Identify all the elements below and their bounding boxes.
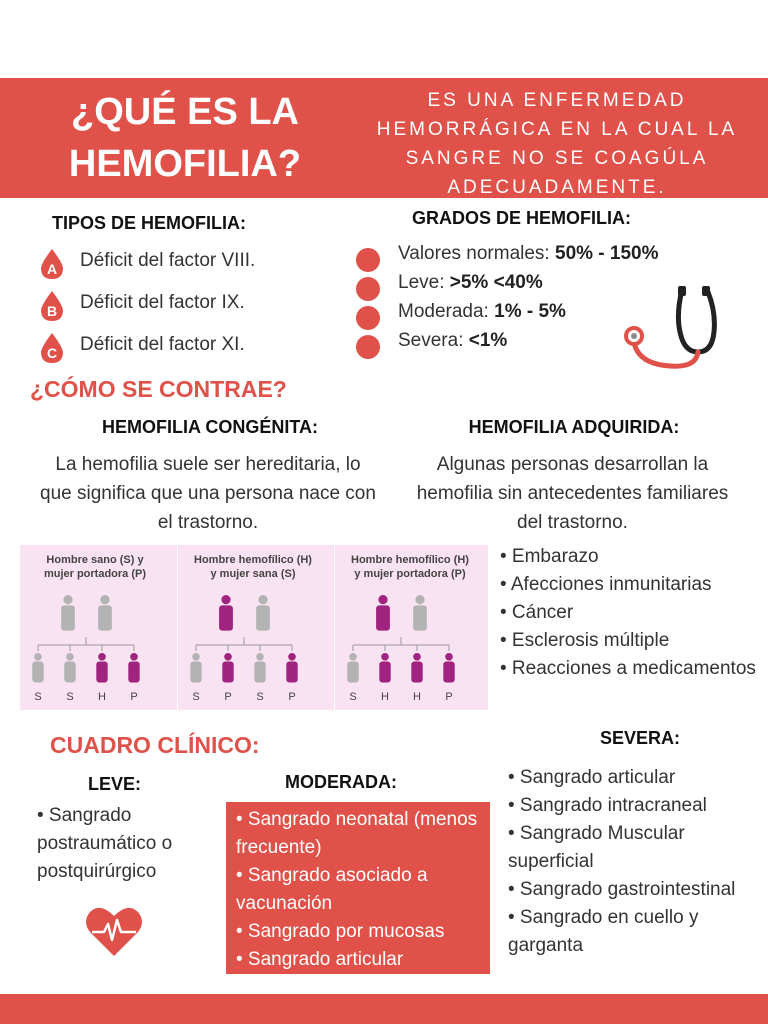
moderada-item: • Sangrado articular	[236, 949, 404, 970]
pedigree-title-line: y mujer portadora (P)	[354, 568, 466, 580]
pedigree-panel	[177, 545, 328, 710]
pedigree-child	[190, 653, 201, 682]
grado-value: 1% - 5%	[494, 301, 566, 322]
pedigree-figures	[335, 545, 485, 710]
pedigree-parent-mother	[256, 595, 270, 631]
pedigree-parent-mother	[413, 595, 427, 631]
clinico-heading: CUADRO CLÍNICO:	[50, 732, 260, 758]
grado-bullet-dot	[356, 335, 380, 359]
severa-list	[508, 764, 764, 960]
grado-label: Severa:	[398, 330, 469, 351]
pedigree-child	[64, 653, 75, 682]
pedigree-child	[32, 653, 43, 682]
grado-label: Leve:	[398, 272, 450, 293]
pedigree-title-line: y mujer sana (S)	[210, 568, 296, 580]
leve-heading: LEVE:	[88, 774, 142, 794]
pedigree-child-label: S	[256, 691, 264, 703]
moderada-item: • Sangrado por mucosas	[236, 921, 445, 942]
pedigree-child-label: S	[66, 691, 74, 703]
grado-value: <1%	[468, 330, 508, 351]
pedigree-panel	[20, 545, 170, 710]
pedigree-child-label: H	[413, 691, 421, 703]
severa-item: • Sangrado intracraneal	[508, 795, 707, 816]
grado-item	[398, 272, 543, 294]
leve-list	[37, 802, 217, 886]
causes-list	[500, 543, 762, 683]
severa-item: • Sangrado articular	[508, 767, 676, 788]
pedigree-title-line: Hombre sano (S) y	[46, 554, 144, 566]
pedigree-child-label: H	[381, 691, 389, 703]
grado-label: Moderada:	[398, 301, 495, 322]
grado-label: Valores normales:	[398, 243, 555, 264]
pedigree-parent-father	[61, 595, 75, 631]
pedigree-child-label: S	[34, 691, 42, 703]
tipo-item-text: Déficit del factor XI.	[80, 334, 245, 355]
severa-item: • Sangrado en cuello y garganta	[508, 907, 699, 956]
cause-item: • Esclerosis múltiple	[500, 630, 670, 651]
header-description: ES UNA ENFERMEDAD HEMORRÁGICA EN LA CUAL LA SANGRE NO SE COAGÚLA ADECUADAMENTE.	[376, 90, 738, 198]
grado-value: >5% <40%	[449, 272, 543, 293]
pedigree-panel	[334, 545, 485, 710]
pedigree-child	[222, 653, 233, 682]
grado-bullet-dot	[356, 306, 380, 330]
pedigree-figures	[178, 545, 328, 710]
pedigree-parent-father	[376, 595, 390, 631]
pedigree-child	[96, 653, 107, 682]
pedigree-child-label: H	[98, 691, 106, 703]
moderada-list	[236, 806, 484, 974]
contrae-heading: ¿CÓMO SE CONTRAE?	[30, 376, 287, 402]
congenita-heading: HEMOFILIA CONGÉNITA:	[102, 417, 318, 437]
severa-heading: SEVERA:	[600, 728, 681, 748]
cause-item: • Cáncer	[500, 602, 574, 623]
congenita-text: La hemofilia suele ser hereditaria, lo que significa que una persona nace con el trastorno.	[40, 454, 376, 533]
severa-item: • Sangrado gastrointestinal	[508, 879, 736, 900]
pedigree-child	[443, 653, 454, 682]
tipos-heading: TIPOS DE HEMOFILIA:	[52, 213, 247, 233]
pedigree-child-label: S	[349, 691, 357, 703]
pedigree-title-line: mujer portadora (P)	[43, 568, 147, 580]
blood-drop-icon	[38, 248, 66, 280]
heart-pulse-icon	[84, 904, 144, 958]
tipo-badge-letter: C	[46, 345, 58, 361]
tipo-item-text: Déficit del factor IX.	[80, 292, 245, 313]
pedigree-child	[286, 653, 297, 682]
grado-item	[398, 243, 659, 265]
moderada-item: • Sangrado neonatal (menos frecuente)	[236, 809, 478, 858]
pedigree-child-label: P	[130, 691, 138, 703]
moderada-item: • Sangrado asociado a vacunación	[236, 865, 428, 914]
stethoscope-icon	[618, 284, 718, 374]
pedigree-child	[411, 653, 422, 682]
cause-item: • Embarazo	[500, 546, 599, 567]
pedigree-title-line: Hombre hemofílico (H)	[351, 554, 469, 566]
cause-item: • Reacciones a medicamentos	[500, 658, 756, 679]
grado-item	[398, 301, 566, 323]
grado-bullet-dot	[356, 277, 380, 301]
tipo-badge-letter: A	[46, 261, 58, 277]
blood-drop-icon	[38, 332, 66, 364]
tipo-item-text: Déficit del factor VIII.	[80, 250, 256, 271]
pedigree-child-label: P	[224, 691, 232, 703]
pedigree-figures	[20, 545, 170, 710]
adquirida-heading: HEMOFILIA ADQUIRIDA:	[468, 417, 680, 437]
pedigree-parent-father	[219, 595, 233, 631]
pedigree-child-label: S	[192, 691, 200, 703]
pedigree-chart	[20, 545, 488, 710]
pedigree-child	[254, 653, 265, 682]
grado-item	[398, 330, 507, 352]
grados-heading: GRADOS DE HEMOFILIA:	[412, 208, 631, 228]
cause-item: • Afecciones inmunitarias	[500, 574, 712, 595]
pedigree-child	[379, 653, 390, 682]
pedigree-child	[128, 653, 139, 682]
page-title	[20, 86, 350, 190]
adquirida-text: Algunas personas desarrollan la hemofilia sin antecedentes familiares del trastorno.	[416, 454, 729, 533]
blood-drop-icon	[38, 290, 66, 322]
pedigree-child-label: P	[445, 691, 453, 703]
tipo-badge-letter: B	[46, 303, 58, 319]
grado-bullet-dot	[356, 248, 380, 272]
moderada-heading: MODERADA:	[285, 772, 397, 792]
grado-value: 50% - 150%	[555, 243, 659, 264]
pedigree-parent-mother	[98, 595, 112, 631]
pedigree-title-line: Hombre hemofílico (H)	[194, 554, 312, 566]
title-line-2: HEMOFILIA?	[68, 143, 302, 185]
leve-item: • Sangrado postraumático o postquirúrgico	[37, 805, 173, 882]
pedigree-child	[347, 653, 358, 682]
pedigree-child-label: P	[288, 691, 296, 703]
title-line-1: ¿QUÉ ES LA	[70, 91, 300, 133]
severa-item: • Sangrado Muscular superficial	[508, 823, 685, 872]
footer-bar	[0, 994, 768, 1024]
